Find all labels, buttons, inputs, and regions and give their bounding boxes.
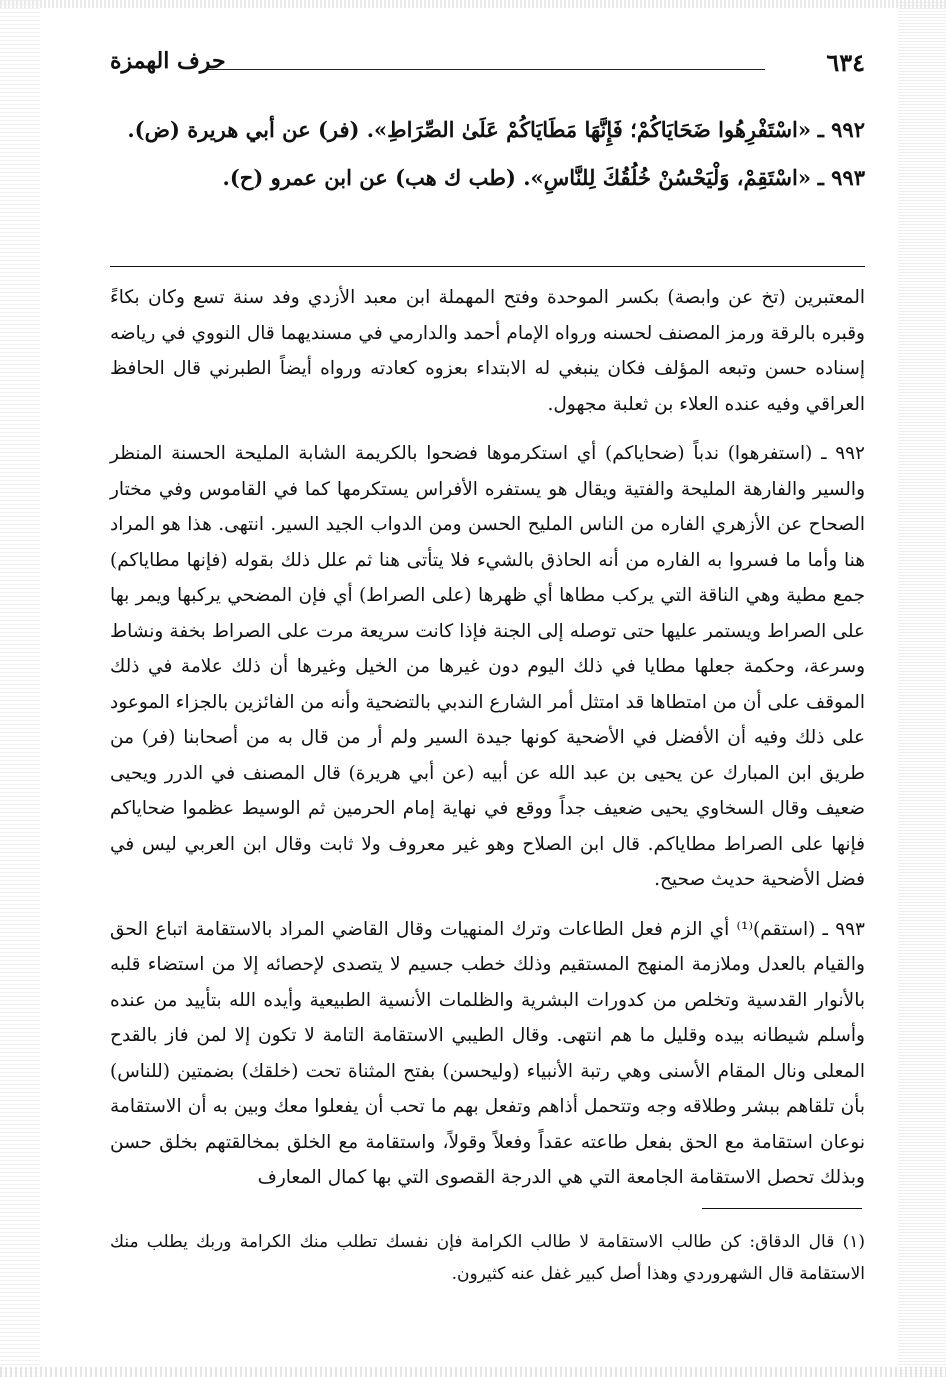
hadith-992 xyxy=(110,106,865,154)
commentary-paragraph: ٩٩٣ ـ (استقم)⁽¹⁾ أي الزم فعل الطاعات وترك المنهيات وقال القاضي المراد بالاستقامة اتباع الحق والقيام بالعدل وملازمة المنهج المستقيم وذلك خطب جسيم لا يتصدى لإحصائه إلا من استضاء قلبه بالأنوار القدسية وتخلص من كدورات البشرية والظلمات الأنسية الطبيعية وأيده الله بتأييد من عنده وأسلم شيطانه بيده وقليل ما هم انتهى. وقال الطيبي الاستقامة التامة لا تكون إلا لمن فاز بالقدح المعلى ونال المقام الأسنى وهي رتبة الأنبياء (وليحسن) بفتح المثناة تحت (خلقك) بضمتين (للناس) بأن تلقاهم ببشر وطلاقه وجه وتتحمل أذاهم وتفعل بهم ما تحب أن يفعلوا معك وبين به أن الاستقامة نوعان استقامة مع الحق بفعل طاعته عقداً وفعلاً وقولاً، واستقامة مع الخلق بمخالقتهم بخلق حسن وبذلك تحصل الاستقامة الجامعة التي هي الدرجة القصوى التي بها كمال المعارف xyxy=(110,918,865,1188)
hadith-993 xyxy=(110,154,865,202)
page-number: ٦٣٤ xyxy=(826,48,865,77)
running-title: حرف الهمزة xyxy=(110,48,226,74)
hadith-number: ٩٩٢ ـ xyxy=(817,117,865,142)
hadith-texts xyxy=(110,106,865,202)
footnote xyxy=(110,1226,865,1290)
commentary-divider xyxy=(110,266,865,267)
hadith-number: ٩٩٣ ـ xyxy=(817,165,865,190)
footnote-text: (١) قال الدقاق: كن طالب الاستقامة لا طالب الكرامة فإن نفسك تطلب منك الكرامة وربك يطلب منك الاستقامة قال الشهروردي وهذا أصل كبير غفل عنه كثيرون. xyxy=(110,1232,865,1284)
hadith-text: «اسْتَقِمْ، وَلْيَحْسُنْ خُلُقُكَ لِلنَّاسِ». (طب ك هب) عن ابن عمرو (ح). xyxy=(222,165,811,190)
scan-edge-top xyxy=(0,0,946,8)
scan-edge-right xyxy=(898,0,946,1377)
header-rule xyxy=(205,69,765,70)
hadith-text: «اسْتَفْرِهُوا ضَحَايَاكُمْ؛ فَإِنَّهَا مَطَايَاكُمْ عَلَىٰ الصِّرَاطِ». (فر) عن أبي هريرة (ض). xyxy=(127,117,811,142)
scan-edge-left xyxy=(0,0,40,1377)
commentary-paragraph: المعتبرين (تخ عن وابصة) بكسر الموحدة وفتح المهملة ابن معبد الأزدي وفد سنة تسع وكان بكاءً وقبره بالرقة ورمز المصنف لحسنه ورواه الإمام أحمد والدارمي في مسنديهما قال النووي في رياضه إسناده حسن وتبعه المؤلف فكان ينبغي له الابتداء بعزوه كعادته ورواه أيضاً الطبرني قال الحافظ العراقي وفيه عنده العلاء بن ثعلبة مجهول. xyxy=(110,287,865,415)
commentary-paragraph: ٩٩٢ ـ (استفرهوا) ندباً (ضحاياكم) أي استكرموها فضحوا بالكريمة الشابة المليحة الحسنة المنظر والسير والفارهة المليحة والفتية ويقال هو يستفره الأفراس يستكرمها كما في القاموس وفي مختار الصحاح عن الأزهري الفاره من الناس المليح الحسن ومن الدواب الجيد السير. انتهى. هذا هو المراد هنا وأما ما فسروا به الفاره من أنه الحاذق بالشيء فلا يتأتى هنا ثم علل ذلك بقوله (فإنها مطاياكم) جمع مطية وهي الناقة التي يركب مطاها أي ظهرها (على الصراط) أي فإن المضحي يركبها ويمر بها على الصراط ويستمر عليها حتى توصله إلى الجنة فإذا كانت سريعة مرت على الصراط بخفة ونشاط وسرعة، وحكمة جعلها مطايا في ذلك اليوم دون غيرها من الخيل وغيرها أن ذلك علامة في ذلك الموقف على أن من امتطاها قد امتثل أمر الشارع الندبي بالتضحية وأنه من الفائزين بالجزاء الموعود على ذلك وفيه أن الأفضل في الأضحية كونها جيدة السير ولم أر من قال به من أصحابنا (فر) من طريق ابن المبارك عن يحيى بن عبد الله عن أبيه (عن أبي هريرة) قال المصنف في الدرر ويحيى ضعيف وقال السخاوي يحيى ضعيف جداً ووقع في نهاية إمام الحرمين ثم الوسيط عظموا ضحاياكم فإنها على الصراط مطاياكم. قال ابن الصلاح وهو غير معروف ولا ثابت وقال ابن العربي ليس في فضل الأضحية حديث صحيح. xyxy=(110,443,865,890)
page-header xyxy=(110,48,865,84)
scan-edge-bottom xyxy=(0,1367,946,1377)
footnote-divider xyxy=(702,1208,862,1209)
commentary xyxy=(110,280,865,1210)
